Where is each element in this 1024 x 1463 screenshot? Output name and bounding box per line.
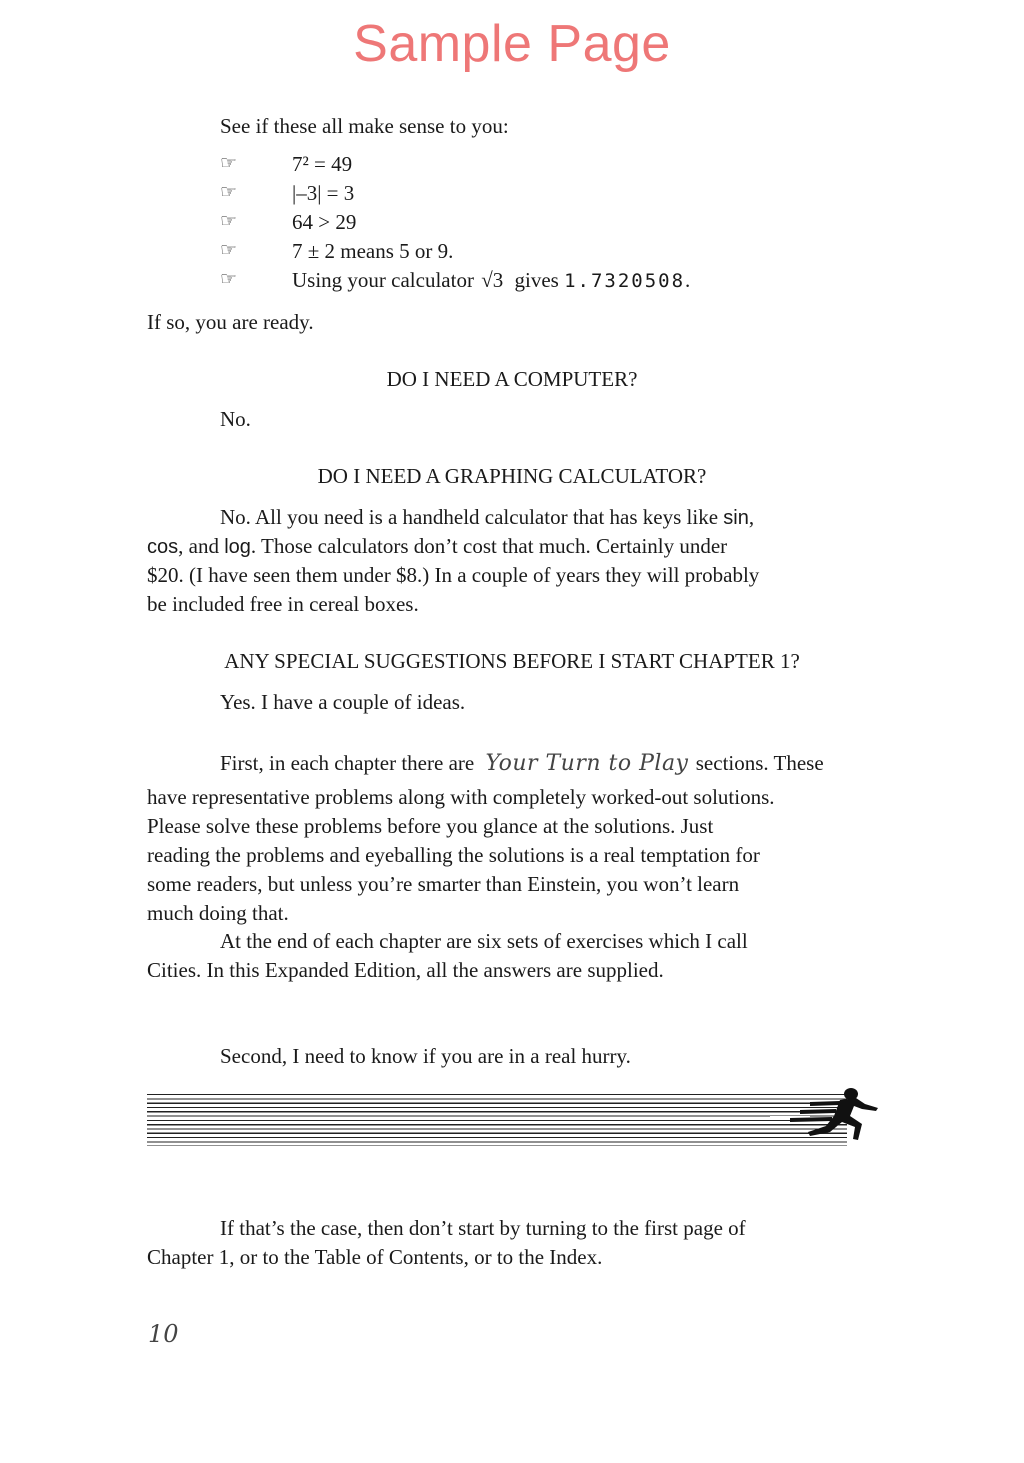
calc-line-2-end: . Those calculators don’t cost that much. Certainly under	[250, 534, 728, 558]
answer-suggestions: Yes. I have a couple of ideas.	[220, 690, 466, 714]
case-line-1: If that’s the case, then don’t start by turning to the first page of	[220, 1216, 746, 1240]
key-sin: sin	[723, 507, 749, 529]
first-line-2: have representative problems along with completely worked-out solutions.	[147, 785, 775, 809]
answer-computer: No.	[220, 407, 251, 431]
sqrt-expression: √3	[481, 268, 504, 292]
intro-text: See if these all make sense to you:	[220, 114, 509, 138]
running-man-icon	[770, 1082, 880, 1152]
first-line-1	[220, 749, 824, 778]
calc-line-1	[220, 503, 754, 533]
pointing-hand-icon: ☞	[220, 152, 238, 174]
heading-computer: DO I NEED A COMPUTER?	[386, 367, 638, 391]
pointing-hand-icon: ☞	[220, 210, 238, 232]
your-turn-to-play-label: Your Turn to Play	[485, 751, 689, 776]
key-cos: cos	[147, 536, 179, 558]
calc-line-3: $20. (I have seen them under $8.) In a couple of years they will probably	[147, 563, 760, 587]
end-line-1: At the end of each chapter are six sets of exercises which I call	[220, 929, 748, 953]
heading-graphing-calculator: DO I NEED A GRAPHING CALCULATOR?	[317, 464, 707, 488]
calc-line-4: be included free in cereal boxes.	[147, 592, 419, 616]
calc-line-1-text: No. All you need is a handheld calculator that has keys like	[220, 505, 724, 529]
calc-line-2-mid: , and	[178, 534, 225, 558]
pointing-hand-icon: ☞	[220, 268, 238, 290]
first-line-3: Please solve these problems before you glance at the solutions. Just	[147, 814, 714, 838]
first-line-5: some readers, but unless you’re smarter than Einstein, you won’t learn	[147, 872, 740, 896]
bullet-5-mid: gives	[514, 268, 559, 292]
calc-line-2	[147, 532, 727, 562]
second-text: Second, I need to know if you are in a real hurry.	[220, 1044, 631, 1068]
case-line-2: Chapter 1, or to the Table of Contents, or to the Index.	[147, 1245, 603, 1269]
first-line-1-pre: First, in each chapter there are	[220, 751, 475, 775]
bullet-3: 64 > 29	[292, 210, 357, 234]
bullet-4: 7 ± 2 means 5 or 9.	[292, 239, 454, 263]
bullet-5-pre: Using your calculator	[292, 268, 474, 292]
first-line-4: reading the problems and eyeballing the solutions is a real temptation for	[147, 843, 760, 867]
page-number: 10	[148, 1320, 179, 1348]
bullet-2: |–3| = 3	[292, 181, 355, 205]
sample-page-watermark: Sample Page	[353, 15, 671, 73]
pointing-hand-icon: ☞	[220, 239, 238, 261]
calculator-display-value: 1.7320508	[564, 270, 686, 292]
first-line-6: much doing that.	[147, 901, 289, 925]
end-line-2: Cities. In this Expanded Edition, all the answers are supplied.	[147, 958, 664, 982]
first-line-1-post: sections. These	[695, 751, 824, 775]
pointing-hand-icon: ☞	[220, 181, 238, 203]
calc-line-1-end: ,	[748, 505, 755, 529]
bullet-1: 7² = 49	[292, 152, 353, 176]
ready-text: If so, you are ready.	[147, 310, 314, 334]
bullet-5	[292, 266, 690, 296]
bullet-5-end: .	[685, 268, 691, 292]
speed-lines-divider	[147, 1094, 847, 1146]
key-log: log	[224, 536, 251, 558]
heading-special-suggestions: ANY SPECIAL SUGGESTIONS BEFORE I START CHAPTER 1?	[224, 649, 800, 673]
